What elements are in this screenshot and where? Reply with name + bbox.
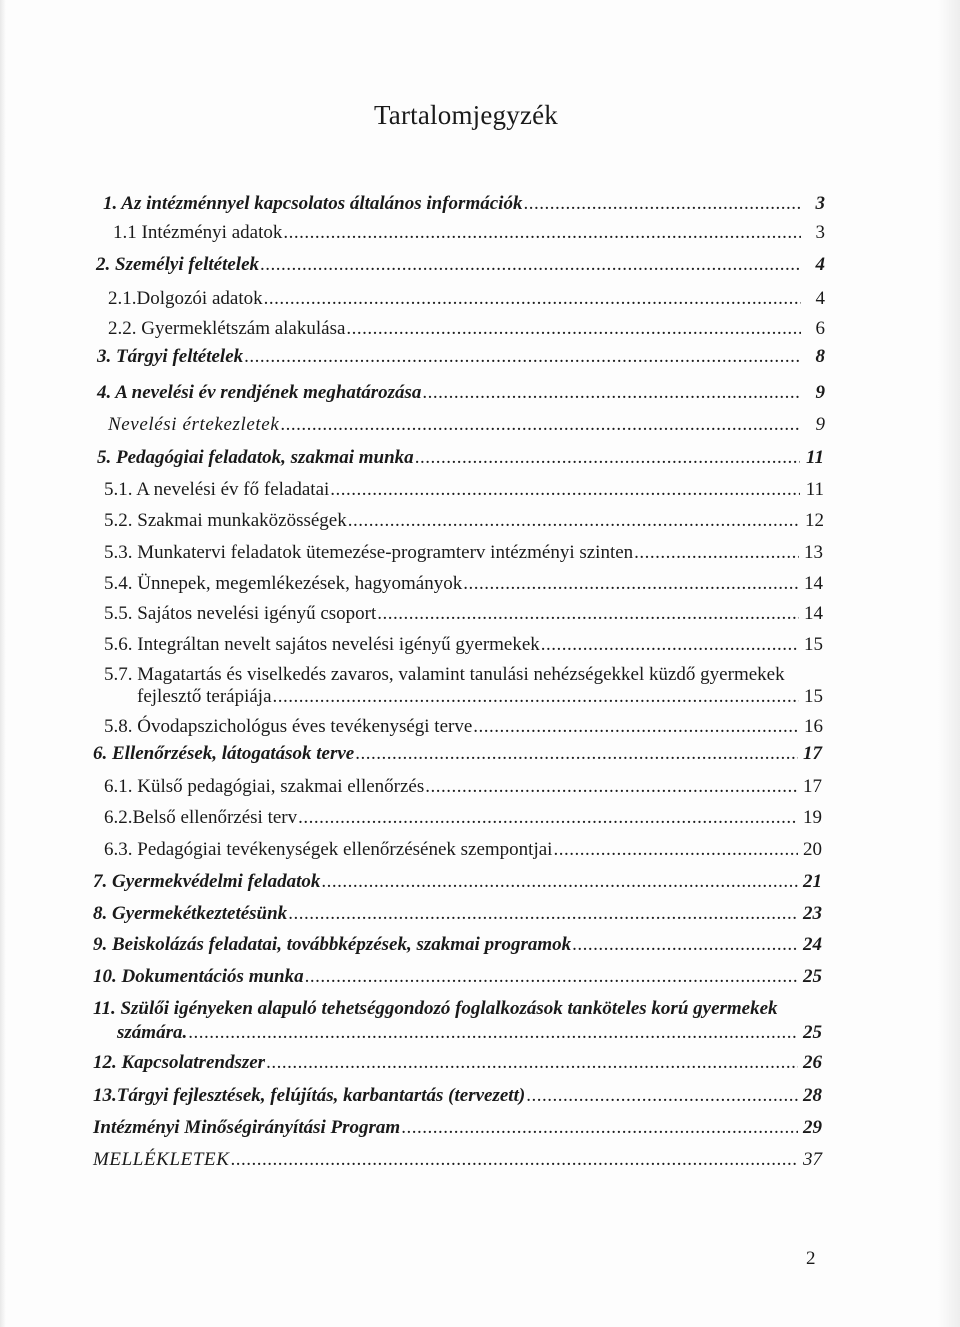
leader-dots [305,966,798,988]
leader-dots [401,1117,798,1139]
toc-entry[interactable] [93,1149,822,1171]
toc-entry-page: 14 [804,603,823,624]
toc-entry-label: 5.5. Sajátos nevelési igényű csoport [104,603,377,624]
toc-entry-page: 17 [803,776,822,797]
leader-dots [348,510,800,532]
toc-entry-page: 3 [815,193,825,214]
leader-dots [415,447,800,469]
toc-entry[interactable] [104,839,822,861]
toc-entry-label: 5.1. A nevelési év fő feladatai [104,479,330,500]
toc-entry-page: 23 [803,903,822,924]
leader-dots [260,254,801,276]
toc-entry[interactable] [104,603,823,625]
toc-entry[interactable] [97,382,825,404]
leader-dots [425,776,798,798]
leader-dots [553,839,798,861]
toc-entry[interactable] [108,414,825,436]
toc-entry[interactable] [93,903,822,925]
toc-entry[interactable] [104,479,824,501]
toc-entry-label: 7. Gyermekvédelmi feladatok [93,871,321,892]
toc-entry[interactable] [93,1085,822,1107]
toc-entry[interactable] [104,807,822,829]
toc-entry-label: 5.8. Óvodapszichológus éves tevékenységi terve [104,716,473,737]
toc-entry-page: 9 [815,382,825,403]
toc-entry-label: 5.4. Ünnepek, megemlékezések, hagyományok [104,573,463,594]
toc-entry[interactable] [93,966,822,988]
toc-entry-page: 6 [815,318,825,339]
toc-entry-label: 1.1 Intézményi adatok [113,222,283,243]
toc-entry-page: 24 [803,934,822,955]
toc-entry[interactable] [93,1117,822,1139]
toc-entry-label: 8. Gyermekétkeztetésünk [93,903,288,924]
toc-entry[interactable] [108,318,825,340]
toc-entry-page: 13 [804,542,823,563]
toc-entry-page: 25 [803,966,822,987]
toc-entry-label-line1: 5.7. Magatartás és viselkedés zavaros, valamint tanulási nehézségekkel küzdő gyermekek [104,664,785,685]
leader-dots [264,288,801,310]
toc-entry-page: 37 [803,1149,822,1170]
toc-entry-label: 6.2.Belső ellenőrzési terv [104,807,298,828]
toc-entry-page: 25 [803,1022,822,1043]
toc-entry[interactable] [104,542,823,564]
toc-entry-page: 29 [803,1117,822,1138]
toc-entry-label: 6.3. Pedagógiai tevékenységek ellenőrzésének szempontjai [104,839,553,860]
toc-entry-page: 17 [803,743,822,764]
toc-entry-label: 5.2. Szakmai munkaközösségek [104,510,347,531]
leader-dots [526,1085,798,1107]
toc-entry-label: 6.1. Külső pedagógiai, szakmai ellenőrzés [104,776,425,797]
toc-entry-page: 8 [815,346,825,367]
leader-dots [188,1022,798,1044]
leader-dots [346,318,801,340]
toc-entry-label: 2. Személyi feltételek [96,254,260,275]
toc-entry[interactable] [104,634,823,656]
toc-entry-label-line2: számára. [117,1022,188,1043]
toc-entry[interactable] [117,1022,822,1044]
leader-dots [377,603,799,625]
leader-dots [523,193,801,215]
toc-entry-page: 11 [805,479,824,500]
toc-entry[interactable] [103,193,825,215]
toc-entry[interactable] [93,871,822,893]
toc-entry[interactable] [93,743,822,765]
toc-entry-label: Intézményi Minőségirányítási Program [93,1117,401,1138]
toc-entry-label: 6. Ellenőrzések, látogatások terve [93,743,355,764]
toc-entry-label-line1: 11. Szülői igényeken alapuló tehetséggondozó foglalkozások tanköteles korú gyermekek [93,998,778,1019]
toc-entry-page: 12 [805,510,824,531]
toc-entry-page: 19 [803,807,822,828]
toc-entry[interactable] [104,510,824,532]
toc-entry-label: 2.2. Gyermeklétszám alakulása [108,318,346,339]
leader-dots [330,479,800,501]
toc-entry-page: 26 [803,1052,822,1073]
toc-entry[interactable] [96,254,825,276]
toc-entry[interactable] [113,222,825,244]
toc-entry-label: 5. Pedagógiai feladatok, szakmai munka [97,447,414,468]
toc-entry-label: 9. Beiskolázás feladatai, továbbképzések, szakmai programok [93,934,572,955]
toc-entry-label: Nevelési értekezletek [108,414,280,435]
toc-entry[interactable] [104,776,822,798]
toc-entry-page: 14 [804,573,823,594]
toc-entry[interactable] [93,934,822,956]
leader-dots [288,903,798,925]
leader-dots [273,686,799,708]
toc-entry-label: 12. Kapcsolatrendszer [93,1052,266,1073]
toc-entry-label-line2: fejlesztő terápiája [137,686,272,707]
toc-entry-label: 5.6. Integráltan nevelt sajátos nevelési igényű gyermekek [104,634,540,655]
toc-entry-page: 9 [815,414,825,435]
leader-dots [298,807,798,829]
leader-dots [634,542,799,564]
toc-entry-page: 15 [804,634,823,655]
leader-dots [355,743,798,765]
toc-entry-page: 21 [803,871,822,892]
leader-dots [463,573,799,595]
toc-entry-page: 4 [815,288,825,309]
document-title: Tartalomjegyzék [373,100,559,130]
leader-dots [266,1052,798,1074]
toc-entry-label: 2.1.Dolgozói adatok [108,288,263,309]
toc-entry-page: 4 [815,254,825,275]
toc-entry-page: 3 [815,222,825,243]
leader-dots [283,222,801,244]
leader-dots [572,934,798,956]
leader-dots [541,634,799,656]
toc-entry-label: 5.3. Munkatervi feladatok ütemezése-programterv intézményi szinten [104,542,634,563]
toc-entry-page: 15 [804,686,823,707]
leader-dots [280,414,801,436]
toc-entry-page: 20 [803,839,822,860]
toc-entry-page: 16 [804,716,823,737]
leader-dots [422,382,801,404]
leader-dots [244,346,801,368]
toc-entry-label: 13.Tárgyi fejlesztések, felújítás, karbantartás (tervezett) [93,1085,526,1106]
toc-entry[interactable] [97,346,825,368]
toc-entry[interactable] [93,1052,822,1074]
toc-entry[interactable] [137,686,823,708]
toc-entry[interactable] [108,288,825,310]
toc-entry[interactable] [104,716,823,738]
toc-entry-page: 11 [806,447,824,468]
toc-entry[interactable] [104,573,823,595]
toc-entry-label: 1. Az intézménnyel kapcsolatos általános információk [103,193,523,214]
toc-entry-label: 4. A nevelési év rendjének meghatározása [97,382,422,403]
leader-dots [230,1149,798,1171]
toc-entry-label: MELLÉKLETEK [93,1149,230,1170]
toc-entry-label: 3. Tárgyi feltételek [97,346,244,367]
page-number: 2 [806,1248,816,1269]
leader-dots [473,716,799,738]
leader-dots [321,871,798,893]
toc-entry[interactable] [97,447,824,469]
toc-entry-label: 10. Dokumentációs munka [93,966,304,987]
toc-entry-page: 28 [803,1085,822,1106]
